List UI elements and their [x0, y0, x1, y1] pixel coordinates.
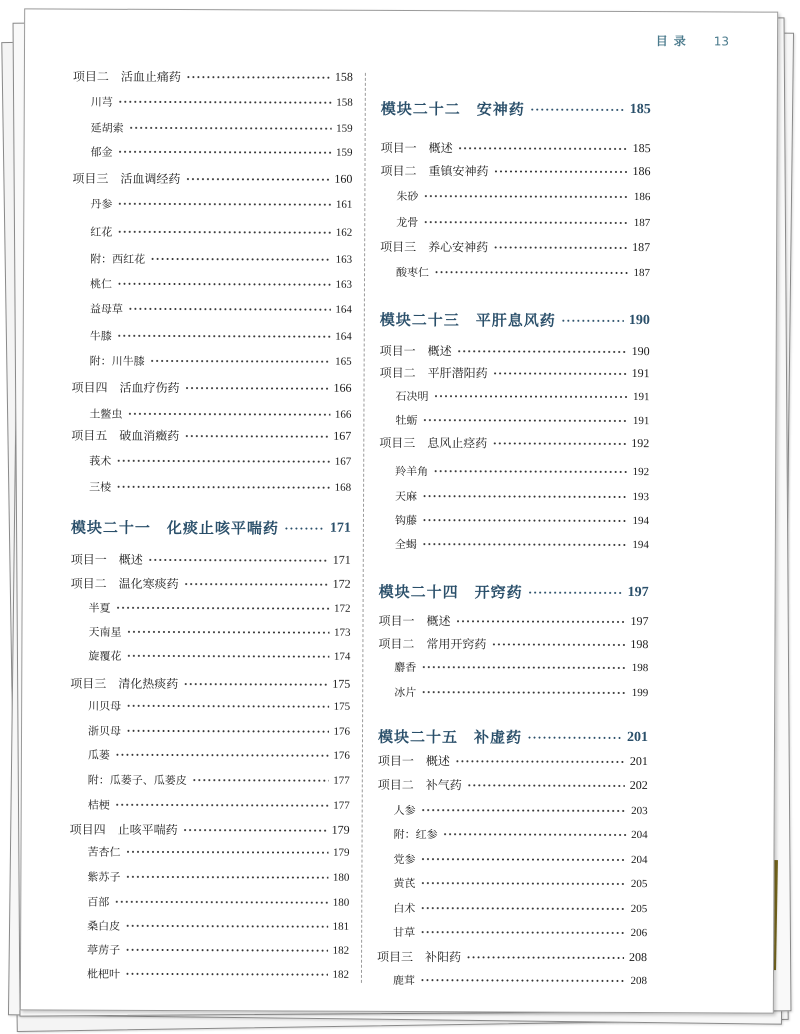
- toc-section-entry: [381, 139, 651, 157]
- toc-entry-label: 附：红参: [393, 827, 438, 842]
- toc-entry-page: 165: [335, 355, 352, 368]
- toc-item-entry: [87, 942, 349, 959]
- dot-leader: [422, 416, 628, 425]
- toc-item-entry: [394, 802, 648, 819]
- page-header: [656, 32, 729, 49]
- dot-leader: [466, 953, 624, 962]
- toc-entry-label: 模块二十三 平肝息风药: [379, 310, 556, 330]
- toc-entry-page: 159: [336, 122, 353, 135]
- toc-section-entry: [378, 612, 648, 630]
- toc-item-entry: [393, 924, 647, 941]
- toc-entry-label: 模块二十二 安神药: [380, 99, 525, 119]
- toc-entry-label: 党参: [393, 852, 416, 867]
- dot-leader: [115, 751, 329, 760]
- toc-item-entry: [91, 94, 353, 111]
- toc-item-entry: [90, 276, 352, 293]
- toc-section-entry: [380, 342, 650, 360]
- dot-leader: [116, 604, 330, 613]
- toc-entry-label: 项目三 养心安神药: [380, 239, 489, 255]
- toc-entry-label: 项目三 补阳药: [377, 949, 462, 965]
- toc-entry-page: 174: [333, 650, 351, 663]
- toc-entry-page: 206: [630, 927, 648, 940]
- toc-entry-page: 191: [632, 415, 650, 428]
- toc-item-entry: [88, 648, 350, 665]
- dot-leader: [114, 898, 328, 907]
- toc-item-entry: [395, 488, 649, 505]
- toc-entry-label: 附：西红花: [90, 252, 146, 266]
- toc-entry-label: 附：川牛膝: [89, 354, 145, 368]
- dot-leader: [493, 369, 627, 378]
- toc-entry-page: 182: [332, 968, 350, 981]
- dot-leader: [528, 588, 623, 596]
- dot-leader: [126, 702, 329, 711]
- toc-entry-page: 185: [629, 101, 651, 117]
- dot-leader: [458, 144, 628, 153]
- toc-entry-page: 192: [632, 466, 650, 479]
- toc-section-entry: [378, 776, 648, 794]
- toc-entry-page: 187: [632, 240, 651, 255]
- dot-leader: [456, 617, 626, 626]
- toc-section-entry: [71, 551, 351, 569]
- toc-entry-label: 旋覆花: [88, 649, 122, 663]
- toc-entry-label: 鹿茸: [392, 973, 415, 988]
- toc-section-entry: [380, 162, 650, 180]
- toc-item-entry: [88, 698, 350, 715]
- toc-entry-page: 181: [332, 920, 350, 933]
- dot-leader: [117, 228, 331, 237]
- toc-entry-page: 159: [336, 146, 353, 159]
- toc-section-entry: [70, 675, 350, 693]
- toc-entry-label: 项目二 活血止痛药: [72, 69, 181, 85]
- toc-item-entry: [88, 797, 350, 814]
- toc-entry-label: 全蝎: [394, 537, 417, 552]
- toc-entry-page: 175: [332, 676, 351, 691]
- toc-item-entry: [395, 512, 649, 529]
- toc-entry-label: 甘草: [393, 925, 416, 940]
- toc-entry-page: 176: [333, 725, 351, 738]
- dot-leader: [493, 167, 627, 176]
- toc-item-entry: [90, 328, 352, 345]
- toc-item-entry: [91, 144, 353, 161]
- toc-entry-page: 192: [631, 436, 650, 451]
- dot-leader: [126, 628, 329, 637]
- toc-entry-page: 163: [335, 278, 353, 291]
- dot-leader: [420, 904, 626, 913]
- toc-entry-page: 204: [630, 854, 648, 867]
- toc-item-entry: [87, 869, 349, 886]
- dot-leader: [421, 663, 627, 672]
- toc-entry-page: 166: [333, 380, 352, 395]
- toc-item-entry: [393, 851, 647, 868]
- toc-entry-page: 208: [630, 975, 647, 988]
- dot-leader: [457, 347, 627, 356]
- toc-entry-label: 石决明: [395, 389, 429, 404]
- toc-entry-label: 川芎: [90, 95, 113, 109]
- toc-item-entry: [87, 844, 349, 861]
- toc-entry-label: 项目二 常用开窍药: [378, 636, 487, 652]
- toc-page: [20, 8, 778, 1013]
- toc-entry-page: 163: [335, 253, 353, 266]
- toc-entry-page: 194: [632, 539, 649, 552]
- dot-leader: [527, 733, 622, 741]
- dot-leader: [148, 555, 328, 564]
- toc-entry-label: 莪术: [89, 454, 112, 468]
- toc-entry-label: 红花: [90, 225, 113, 239]
- dot-leader: [126, 652, 329, 661]
- toc-entry-page: 203: [631, 805, 648, 818]
- toc-entry-label: 延胡索: [90, 121, 124, 135]
- toc-entry-page: 187: [633, 267, 651, 280]
- toc-entry-page: 186: [632, 164, 651, 179]
- column-divider: [361, 73, 366, 983]
- toc-entry-page: 167: [334, 455, 352, 468]
- dot-leader: [186, 73, 330, 82]
- toc-entry-page: 204: [631, 829, 648, 842]
- toc-entry-page: 164: [335, 303, 352, 316]
- dot-leader: [420, 879, 626, 888]
- dot-leader: [150, 255, 331, 264]
- toc-entry-page: 191: [632, 391, 650, 404]
- toc-item-entry: [394, 659, 648, 676]
- dot-leader: [126, 727, 329, 736]
- toc-entry-page: 185: [632, 141, 651, 156]
- dot-leader: [116, 483, 330, 492]
- toc-item-entry: [89, 479, 351, 496]
- dot-leader: [421, 806, 627, 815]
- toc-entry-page: 208: [629, 950, 648, 965]
- toc-entry-label: 项目二 重镇安神药: [380, 163, 489, 179]
- toc-item-entry: [396, 214, 650, 231]
- toc-entry-label: 郁金: [90, 145, 113, 159]
- dot-leader: [192, 776, 329, 785]
- toc-entry-label: 天南星: [88, 625, 122, 639]
- dot-leader: [422, 540, 628, 549]
- page-number: 13: [713, 34, 730, 49]
- toc-entry-label: 三棱: [89, 480, 112, 494]
- toc-entry-page: 197: [627, 584, 649, 600]
- toc-entry-page: 198: [631, 662, 649, 675]
- toc-entry-page: 191: [631, 366, 650, 381]
- dot-leader: [183, 826, 327, 835]
- toc-item-entry: [394, 826, 648, 843]
- running-title: 目录: [655, 34, 692, 49]
- toc-entry-page: 168: [334, 481, 352, 494]
- toc-entry-page: 187: [633, 217, 651, 230]
- toc-item-entry: [89, 406, 351, 423]
- toc-entry-page: 158: [334, 69, 353, 84]
- toc-entry-label: 白术: [393, 901, 416, 916]
- toc-module-heading: [71, 517, 351, 539]
- toc-item-entry: [87, 966, 349, 983]
- toc-entry-page: 198: [630, 637, 649, 652]
- toc-item-entry: [89, 600, 351, 617]
- toc-module-heading: [381, 98, 651, 120]
- toc-entry-label: 土鳖虫: [89, 407, 123, 421]
- toc-entry-page: 171: [332, 552, 351, 567]
- dot-leader: [185, 384, 329, 393]
- toc-entry-label: 桃仁: [89, 277, 113, 291]
- dot-leader: [433, 467, 628, 476]
- toc-section-entry: [380, 238, 650, 256]
- toc-section-entry: [378, 635, 648, 653]
- toc-entry-label: 项目二 平肝潜阳药: [379, 365, 488, 381]
- dot-leader: [116, 457, 330, 466]
- toc-entry-page: 162: [335, 226, 353, 239]
- toc-entry-page: 167: [333, 428, 352, 443]
- toc-entry-page: 202: [629, 778, 648, 793]
- toc-entry-page: 175: [333, 700, 351, 713]
- dot-leader: [125, 848, 328, 857]
- toc-item-entry: [393, 875, 647, 892]
- toc-entry-page: 194: [632, 515, 649, 528]
- toc-entry-label: 半夏: [88, 601, 111, 615]
- toc-entry-label: 百部: [87, 895, 110, 909]
- toc-entry-label: 羚羊角: [395, 464, 429, 479]
- dot-leader: [492, 439, 626, 448]
- toc-entry-page: 180: [332, 896, 350, 909]
- dot-leader: [183, 680, 327, 689]
- toc-section-entry: [71, 427, 351, 445]
- toc-entry-page: 172: [334, 602, 351, 615]
- toc-item-entry: [88, 747, 350, 764]
- toc-module-heading: [378, 726, 648, 748]
- toc-entry-label: 益母草: [89, 302, 123, 316]
- toc-entry-label: 瓜蒌: [87, 748, 110, 762]
- toc-entry-label: 麝香: [394, 660, 417, 675]
- toc-entry-page: 182: [332, 944, 350, 957]
- toc-item-entry: [89, 453, 351, 470]
- toc-entry-page: 186: [633, 191, 651, 204]
- dot-leader: [530, 105, 625, 113]
- dot-leader: [493, 243, 627, 252]
- toc-entry-page: 177: [333, 799, 350, 812]
- toc-section-entry: [73, 68, 353, 86]
- toc-item-entry: [88, 772, 350, 789]
- toc-section-entry: [72, 170, 352, 188]
- dot-leader: [125, 922, 328, 931]
- toc-item-entry: [90, 196, 352, 213]
- toc-entry-label: 附：瓜蒌子、瓜蒌皮: [87, 773, 187, 788]
- toc-entry-page: 166: [334, 408, 352, 421]
- dot-leader: [185, 175, 329, 184]
- dot-leader: [561, 316, 624, 324]
- dot-leader: [423, 192, 629, 201]
- dot-leader: [115, 801, 329, 810]
- dot-leader: [117, 332, 331, 341]
- toc-item-entry: [393, 972, 647, 989]
- toc-entry-page: 158: [336, 96, 353, 109]
- dot-leader: [422, 516, 628, 525]
- dot-leader: [125, 946, 328, 955]
- toc-entry-label: 黄芪: [393, 876, 416, 891]
- toc-entry-page: 161: [335, 198, 353, 211]
- toc-entry-label: 川贝母: [88, 699, 122, 713]
- toc-entry-label: 葶苈子: [87, 943, 121, 957]
- toc-entry-page: 164: [335, 330, 352, 343]
- toc-entry-label: 浙贝母: [88, 724, 122, 738]
- dot-leader: [422, 492, 628, 501]
- toc-item-entry: [395, 463, 649, 480]
- toc-section-entry: [380, 364, 650, 382]
- toc-entry-label: 苦杏仁: [87, 845, 121, 859]
- toc-entry-label: 枇杷叶: [86, 967, 121, 981]
- dot-leader: [443, 830, 627, 839]
- toc-entry-page: 171: [329, 520, 351, 536]
- toc-entry-label: 项目二 补气药: [377, 777, 462, 793]
- dot-leader: [184, 432, 328, 441]
- toc-item-entry: [395, 536, 649, 553]
- dot-leader: [125, 970, 328, 979]
- toc-item-entry: [90, 224, 352, 241]
- dot-leader: [423, 218, 629, 227]
- toc-entry-page: 180: [332, 871, 350, 884]
- toc-item-entry: [88, 723, 350, 740]
- toc-entry-label: 冰片: [394, 685, 417, 700]
- toc-entry-label: 项目四 止咳平喘药: [69, 822, 178, 838]
- toc-section-entry: [377, 948, 647, 966]
- dot-leader: [467, 781, 625, 790]
- toc-entry-label: 人参: [393, 803, 416, 818]
- toc-section-entry: [72, 379, 352, 397]
- toc-entry-label: 牡蛎: [395, 413, 418, 428]
- dot-leader: [125, 873, 328, 882]
- dot-leader: [127, 410, 330, 419]
- toc-item-entry: [396, 264, 650, 281]
- toc-entry-page: 193: [632, 491, 650, 504]
- toc-item-entry: [87, 894, 349, 911]
- toc-entry-label: 项目一 概述: [377, 753, 450, 769]
- toc-entry-page: 179: [332, 846, 350, 859]
- dot-leader: [118, 98, 332, 107]
- toc-entry-page: 177: [333, 774, 350, 787]
- toc-entry-label: 项目一 概述: [379, 343, 452, 359]
- dot-leader: [150, 357, 331, 366]
- toc-entry-label: 项目四 活血疗伤药: [71, 380, 180, 396]
- toc-entry-page: 160: [334, 171, 353, 186]
- dot-leader: [434, 268, 629, 277]
- dot-leader: [129, 124, 332, 133]
- toc-entry-page: 173: [333, 626, 351, 639]
- toc-entry-page: 190: [628, 312, 650, 328]
- toc-entry-label: 龙骨: [396, 215, 419, 230]
- toc-item-entry: [87, 918, 349, 935]
- toc-entry-label: 酸枣仁: [396, 265, 430, 280]
- toc-entry-page: 197: [630, 614, 649, 629]
- toc-entry-page: 176: [333, 749, 350, 762]
- toc-entry-label: 项目三 清化热痰药: [70, 676, 179, 692]
- toc-item-entry: [90, 353, 352, 370]
- toc-entry-label: 项目一 概述: [70, 552, 143, 567]
- toc-entry-page: 205: [630, 903, 648, 916]
- toc-item-entry: [90, 301, 352, 318]
- dot-leader: [491, 640, 625, 649]
- toc-item-entry: [394, 684, 648, 701]
- toc-entry-page: 172: [332, 576, 351, 591]
- dot-leader: [184, 580, 328, 589]
- toc-entry-label: 项目五 破血消癥药: [71, 428, 180, 444]
- toc-entry-label: 桑白皮: [87, 919, 121, 933]
- dot-leader: [455, 757, 625, 766]
- toc-entry-label: 桔梗: [87, 798, 110, 812]
- toc-entry-label: 项目三 活血调经药: [72, 171, 181, 187]
- dot-leader: [421, 688, 627, 697]
- toc-entry-label: 钩藤: [394, 513, 417, 528]
- toc-entry-label: 项目一 概述: [378, 613, 451, 629]
- toc-entry-label: 模块二十四 开窍药: [378, 582, 523, 602]
- toc-section-entry: [70, 821, 350, 839]
- toc-entry-page: 201: [626, 729, 649, 745]
- toc-item-entry: [393, 900, 647, 917]
- toc-entry-page: 199: [631, 687, 649, 700]
- dot-leader: [420, 928, 626, 937]
- toc-entry-label: 紫苏子: [87, 870, 121, 884]
- dot-leader: [284, 524, 325, 532]
- toc-entry-label: 项目一 概述: [380, 140, 453, 156]
- toc-entry-label: 天麻: [395, 489, 418, 504]
- toc-entry-page: 205: [630, 878, 648, 891]
- toc-entry-label: 项目二 温化寒痰药: [70, 576, 179, 592]
- toc-entry-label: 模块二十一 化痰止咳平喘药: [70, 518, 279, 538]
- toc-item-entry: [395, 388, 649, 405]
- toc-module-heading: [380, 309, 650, 331]
- dot-leader: [128, 305, 331, 314]
- toc-entry-page: 201: [629, 754, 648, 769]
- dot-leader: [433, 392, 628, 401]
- toc-entry-label: 项目三 息风止痉药: [379, 435, 488, 451]
- dot-leader: [420, 976, 626, 985]
- dot-leader: [118, 148, 332, 157]
- toc-item-entry: [91, 120, 353, 137]
- toc-entry-label: 丹参: [90, 197, 113, 211]
- toc-section-entry: [71, 575, 351, 593]
- dot-leader: [420, 855, 626, 864]
- toc-entry-page: 190: [631, 344, 650, 359]
- dot-leader: [117, 280, 331, 289]
- toc-section-entry: [379, 434, 649, 452]
- toc-item-entry: [395, 412, 649, 429]
- toc-entry-page: 179: [331, 822, 350, 837]
- toc-entry-label: 模块二十五 补虚药: [377, 727, 523, 747]
- toc-item-entry: [88, 624, 350, 641]
- toc-item-entry: [90, 251, 352, 268]
- toc-section-entry: [378, 752, 648, 770]
- toc-module-heading: [379, 581, 649, 603]
- toc-entry-label: 朱砂: [396, 189, 419, 204]
- dot-leader: [117, 200, 331, 209]
- toc-entry-label: 牛膝: [89, 329, 112, 343]
- toc-item-entry: [396, 188, 650, 205]
